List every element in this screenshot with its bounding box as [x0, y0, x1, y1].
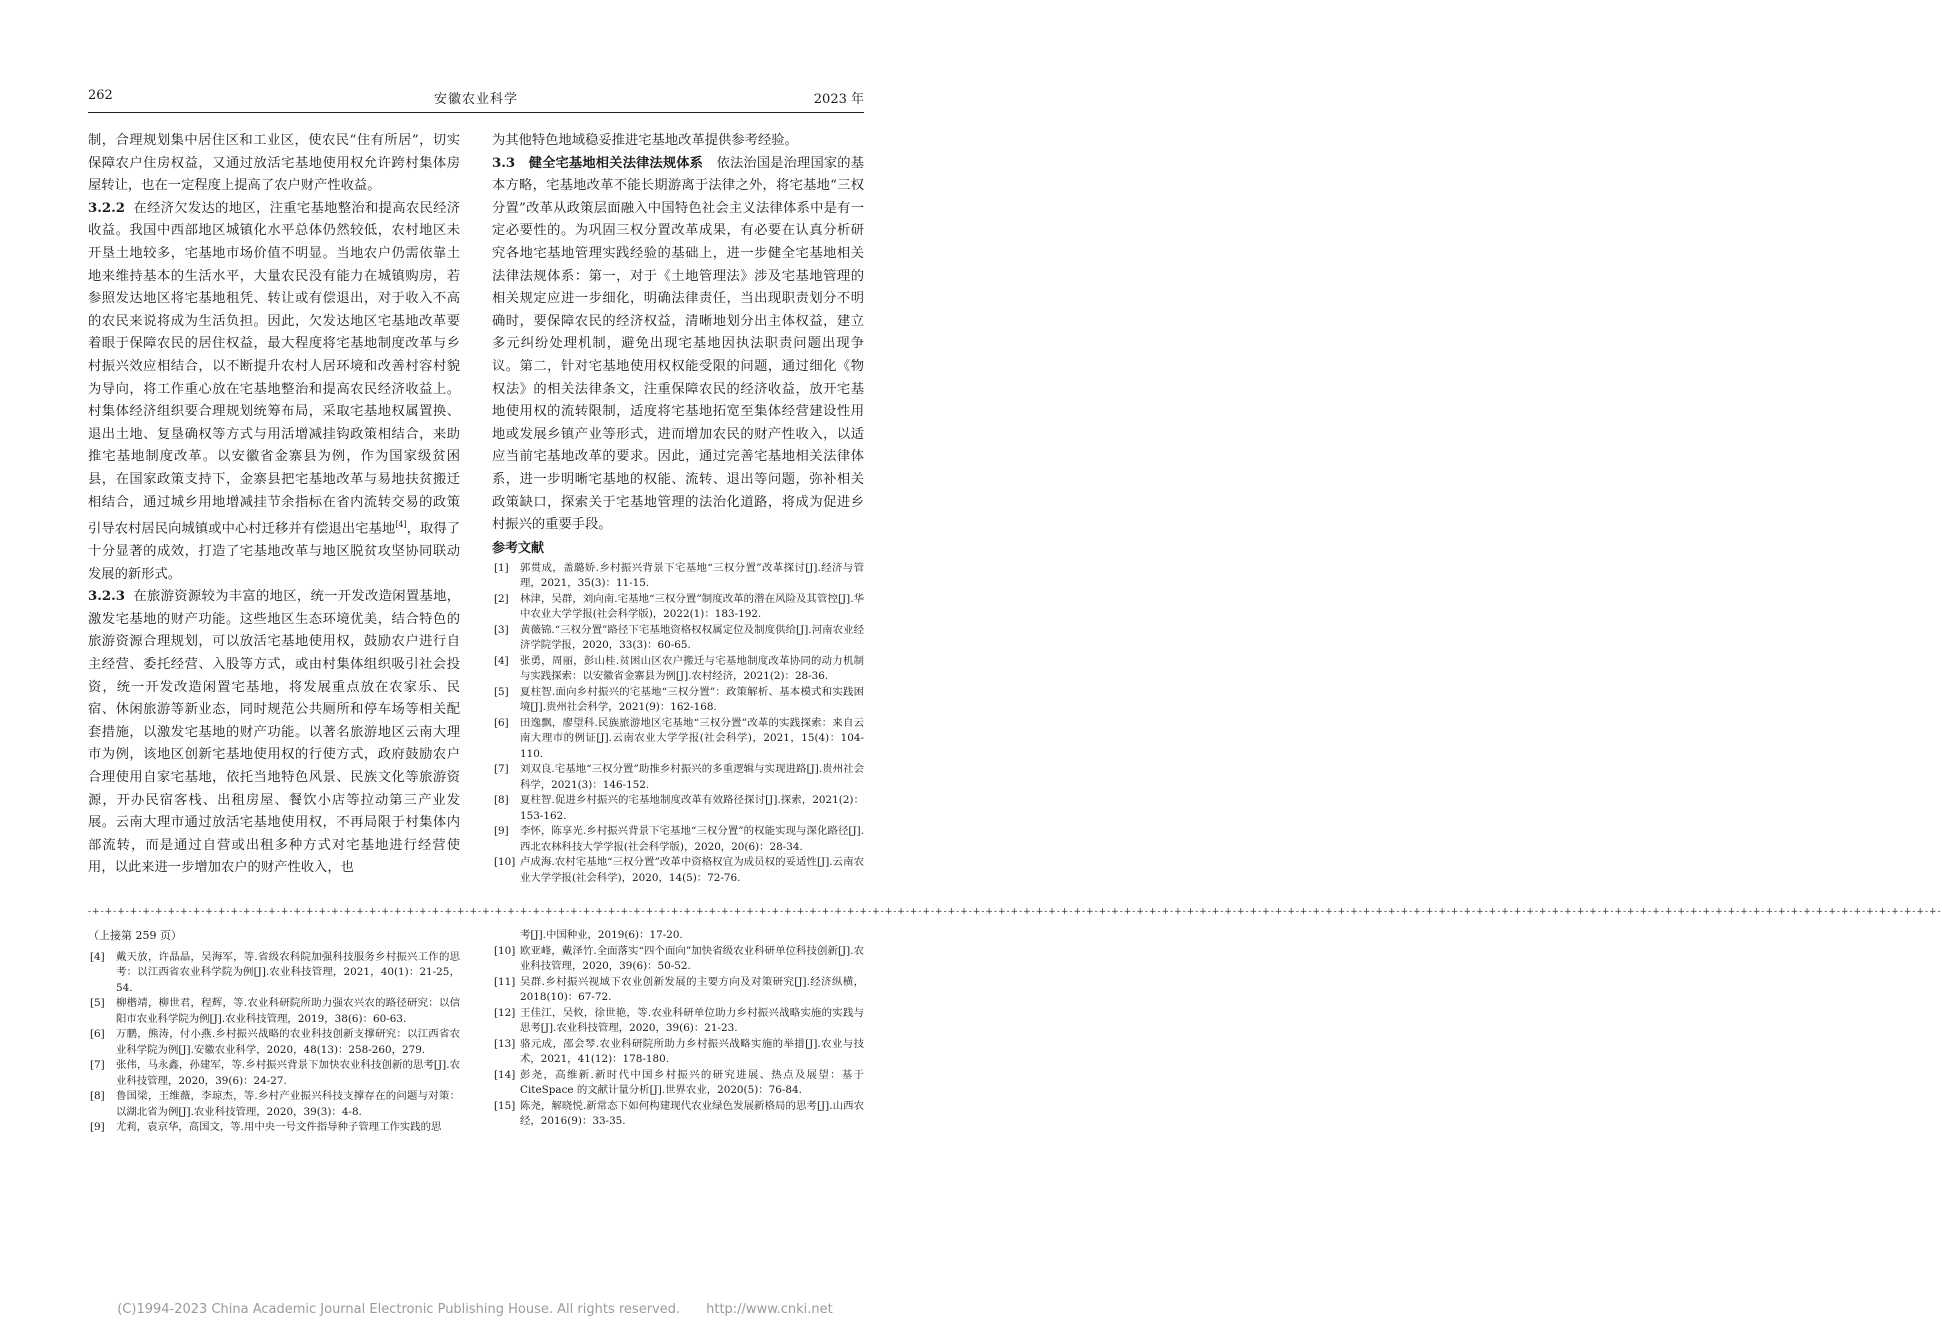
reference-item: [10] 卢成海.农村宅基地“三权分置”改革中资格权宜为成员权的妥适性[J].云南农业大学学报(社会科学)，2020，14(5)：72-76.: [494, 856, 864, 884]
section-text: 在经济欠发达的地区，注重宅基地整治和提高农民经济收益。我国中西部地区城镇化水平总体仍然较低，农村地区未开垦土地较多，宅基地市场价值不明显。当地农户仍需依靠土地来维持基本的生活水平，大量农民没有能力在城镇购房，若参照发达地区将宅基地租凭、转让或有偿退出，对于收入不高的农民来说将成为生活负担。因此，欠发达地区宅基地改革要着眼于保障农民的居住权益，最大程度将宅基地制度改革与乡村振兴效应相结合，以不断提升农村人居环境和改善村容村貌为导向，将工作重心放在宅基地整治和提高农民经济收益上。村集体经济组织要合理规划统筹布局，采取宅基地权属置换、退出土地、复垦确权等方式与用活增减挂钩政策相结合，来助推宅基地制度改革。以安徽省金寨县为例，作为国家级贫困县，在国家政策支持下，金寨县把宅基地改革与易地扶贫搬迁相结合，通过城乡用地增减挂节余指标在省内流转交易的政策引导农村居民向城镇或中心村迁移并有偿退出宅基地: [88, 200, 460, 537]
section-title: 3.3 健全宅基地相关法律法规体系: [492, 155, 704, 171]
reference-item: [9] 尤莉，袁京华，高国文，等.用中央一号文件指导种子管理工作实践的思: [90, 1121, 442, 1133]
continued-note: （上接第 259 页）: [88, 929, 182, 942]
section-3-3: [492, 153, 864, 537]
references-list: [492, 561, 864, 887]
reference-item: [5] 夏柱智.面向乡村振兴的宅基地“三权分置”：政策解析、基本模式和实践困境[J].贵州社会科学，2021(9)：162-168.: [494, 685, 864, 714]
reference-item: [9] 李怀，陈享光.乡村振兴背景下宅基地“三权分置”的权能实现与深化路径[J].西北农林科技大学学报(社会科学版)，2020，20(6)：28-34.: [494, 825, 864, 853]
reference-item: [13] 骆元成，邵会琴.农业科研院所助力乡村振兴战略实施的举措[J].农业与技术，2021，41(12)：178-180.: [494, 1037, 864, 1065]
reference-item: [11] 吴群.乡村振兴视域下农业创新发展的主要方向及对策研究[J].经济纵横，2018(10)：67-72.: [494, 975, 864, 1003]
reference-item: [12] 王佳江，吴攸，徐世艳，等.农业科研单位助力乡村振兴战略实施的实践与思考[J].农业科技管理，2020，39(6)：21-23.: [494, 1006, 864, 1034]
bottom-right-references: [492, 928, 864, 1130]
separator-dotted-line: -+-+-+-+-+-+-+-+-+-+-+-+-+-+-+-+-+-+-+-+-+-+-+-+-+-+-+-+-+-+-+-+-+-+-+-+-+-+-+-+-+-+-+-+-+-+-+-+-+-+-+-+-+-+-+-+-+-+-+-+-+-+-+-+-+-+-+-+-+-+-+-+-+-+-+-+-+-+-+-+-+-+-+-+-+-+-+-+-+-+-+-+-+-+-+-+-+-+-+-+-+-+-+-+-+-+-+-+-+-+-+-+-+-+-+-+-+-+-+-+-+-+-+-+-+-+-+-+-+-+-+-+-+-+-+-+-+-+-+-+-+-+-+-+-+-+-+-: [88, 907, 1942, 917]
header-rule: [88, 112, 864, 113]
reference-item: [8] 鲁国梁，王维薇，李琼杰，等.乡村产业振兴科技支撑存在的问题与对策：以湖北省为例[J].农业科技管理，2020，39(3)：4-8.: [90, 1090, 460, 1118]
reference-item: [7] 刘双良.宅基地“三权分置”助推乡村振兴的多重逻辑与实现进路[J].贵州社会科学，2021(3)：146-152.: [494, 763, 864, 791]
reference-item: [15] 陈尧，解晓悦.新常态下如何构建现代农业绿色发展新格局的思考[J].山西农经，2016(9)：33-35.: [494, 1099, 864, 1127]
paragraph-continued: 为其他特色地域稳妥推进宅基地改革提供参考经验。: [492, 133, 798, 148]
citation-mark: [4]: [395, 520, 407, 530]
reference-item: [8] 夏柱智.促进乡村振兴的宅基地制度改革有效路径探讨[J].探索，2021(2)：153-162.: [494, 794, 864, 822]
left-column: [88, 130, 460, 880]
journal-name: 安徽农业科学: [433, 92, 518, 107]
copyright-footer: (C)1994-2023 China Academic Journal Electronic Publishing House. All rights reserved. http://www.cnki.net: [117, 1302, 833, 1317]
reference-item: [7] 张伟，马永鑫，孙建军，等.乡村振兴背景下加快农业科技创新的思考[J].农业科技管理，2020，39(6)：24-27.: [90, 1059, 460, 1087]
section-3-2-2: [88, 198, 460, 587]
running-header: [88, 88, 864, 110]
references-heading: 参考文献: [492, 540, 545, 556]
right-column: [492, 130, 864, 886]
reference-item: [2] 林津，吴群，刘向南.宅基地“三权分置”制度改革的潜在风险及其管控[J].华中农业大学学报(社会科学版)，2022(1)：183-192.: [494, 592, 864, 621]
reference-item: [4] 张勇，周丽，彭山桂.贫困山区农户搬迁与宅基地制度改革协同的动力机制与实践探索：以安徽省金寨县为例[J].农村经济，2021(2)：28-36.: [494, 654, 864, 683]
section-text-cont: ，取得了十分显著的成效，打造了宅基地改革与地区脱贫攻坚协同联动发展的新形式。: [88, 521, 461, 582]
reference-item: [14] 彭尧，高维新.新时代中国乡村振兴的研究进展、热点及展望：基于CiteSpace 的文献计量分析[J].世界农业，2020(5)：76-84.: [494, 1068, 864, 1096]
reference-item: [6] 田逸飘，廖望科.民族旅游地区宅基地“三权分置”改革的实践探索：来自云南大理市的例证[J].云南农业大学学报(社会科学)，2021，15(4)：104-110.: [494, 716, 864, 760]
section-number: 3.2.2: [88, 200, 126, 216]
reference-item: [4] 戴天放，许晶晶，吴海军，等.省级农科院加强科技服务乡村振兴工作的思考：以江西省农业科学院为例[J].农业科技管理，2021，40(1)：21-25，54.: [90, 950, 460, 994]
reference-item: [6] 万鹏，熊涛，付小燕.乡村振兴战略的农业科技创新支撑研究：以江西省农业科学院为例[J].安徽农业科学，2020，48(13)：258-260，279.: [90, 1028, 460, 1056]
section-number: 3.2.3: [88, 589, 126, 605]
reference-item: [10] 欧亚峰，戴泽竹.全面落实“四个面向”加快省级农业科研单位科技创新[J].农业科技管理，2020，39(6)：50-52.: [494, 944, 864, 972]
publication-year: 2023 年: [813, 92, 864, 107]
section-text: 在旅游资源较为丰富的地区，统一开发改造闲置基地，激发宅基地的财产功能。这些地区生态环境优美，结合特色的旅游资源合理规划，可以放活宅基地使用权，鼓励农户进行自主经营、委托经营、入股等方式，或由村集体组织吸引社会投资，统一开发改造闲置宅基地，将发展重点放在农家乐、民宿、休闲旅游等新业态，同时规范公共厕所和停车场等相关配套措施，以激发宅基地的财产功能。以著名旅游地区云南大理市为例，该地区创新宅基地使用权的行使方式，政府鼓励农户合理使用自家宅基地，依托当地特色风景、民族文化等旅游资源，开办民宿客栈、出租房屋、餐饮小店等拉动第三产业发展。云南大理市通过放活宅基地使用权，不再局限于村集体内部流转，而是通过自营或出租多种方式对宅基地进行经营使用，以此来进一步增加农户的财产性收入，也: [88, 589, 460, 876]
bottom-left-references: [88, 928, 460, 1136]
paragraph-continued: 制，合理规划集中居住区和工业区，使农民“住有所居”，切实保障农户住房权益，又通过放活宅基地使用权允许跨村集体房屋转让，也在一定程度上提高了农户财产性收益。: [88, 133, 460, 194]
page-number: 262: [88, 88, 113, 103]
reference-item: [1] 郭贯成，盖璐娇.乡村振兴背景下宅基地“三权分置”改革探讨[J].经济与管理，2021，35(3)：11-15.: [494, 561, 864, 590]
section-3-2-3: [88, 586, 460, 880]
reference-continued: 考[J].中国种业，2019(6)：17-20.: [520, 929, 683, 941]
section-text: 依法治国是治理国家的基本方略，宅基地改革不能长期游离于法律之外，将宅基地“三权分置”改革从政策层面融入中国特色社会主义法律体系中是有一定必要性的。为巩固三权分置改革成果，有必要在认真分析研究各地宅基地管理实践经验的基础上，进一步健全宅基地相关法律法规体系：第一，对于《土地管理法》涉及宅基地管理的相关规定应进一步细化，明确法律责任，当出现职责划分不明确时，要保障农民的经济权益，清晰地划分出主体权益，建立多元纠纷处理机制，避免出现宅基地因执法职责问题出现争议。第二，针对宅基地使用权权能受限的问题，通过细化《物权法》的相关法律条文，注重保障农民的经济收益，放开宅基地使用权的流转限制，适度将宅基地拓宽至集体经营建设性用地或发展乡镇产业等形式，进而增加农民的财产性收入，以适应当前宅基地改革的要求。因此，通过完善宅基地相关法律体系，进一步明晰宅基地的权能、流转、退出等问题，弥补相关政策缺口，探索关于宅基地管理的法治化道路，将成为促进乡村振兴的重要手段。: [492, 155, 865, 533]
reference-item: [5] 柳楷靖，柳世君，程辉，等.农业科研院所助力强农兴农的路径研究：以信阳市农业科学院为例[J].农业科技管理，2019，38(6)：60-63.: [90, 997, 460, 1025]
reference-item: [3] 黄薇锦.“三权分置”路径下宅基地资格权权属定位及制度供给[J].河南农业经济学院学报，2020，33(3)：60-65.: [494, 623, 864, 652]
